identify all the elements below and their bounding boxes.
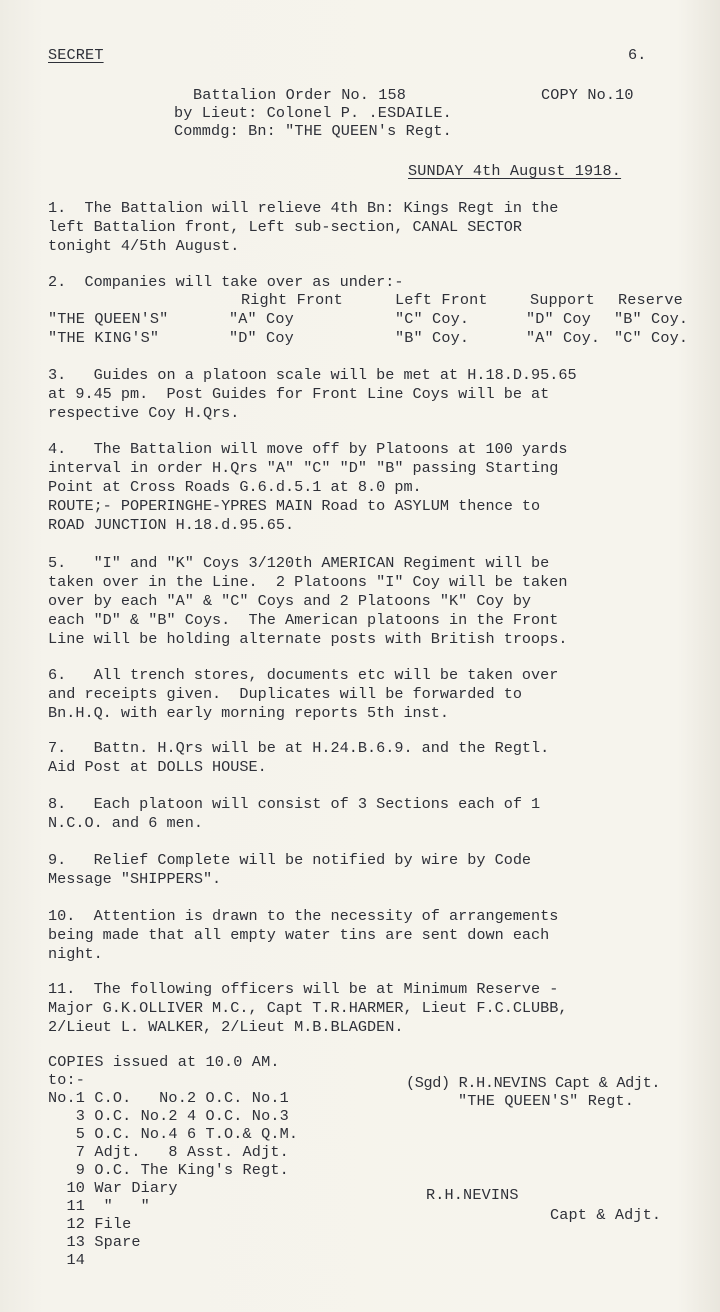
paragraph-line: being made that all empty water tins are sent down each [48,926,550,944]
paragraph-line: 2/Lieut L. WALKER, 2/Lieut M.B.BLAGDEN. [48,1018,404,1036]
distribution-line: 9 O.C. The King's Regt. [48,1161,289,1179]
paragraph-1 [48,199,688,256]
table-cell: "B" Coy. [395,329,470,347]
paragraph-line: respective Coy H.Qrs. [48,404,240,422]
classification-label: SECRET [48,46,104,64]
table-cell: "C" Coy. [395,310,470,328]
table-row-unit: "THE KING'S" [48,329,160,347]
signed-line: (Sgd) R.H.NEVINS Capt & Adjt. [406,1074,661,1092]
paragraph-line: over by each "A" & "C" Coys and 2 Platoons "K" Coy by [48,592,532,610]
paragraph-line: and receipts given. Duplicates will be forwarded to [48,685,522,703]
signatory-name: R.H.NEVINS [426,1186,519,1204]
table-cell: "D" Coy [229,329,294,347]
distribution-line: 12 File [48,1215,132,1233]
paragraph-line: 10. Attention is drawn to the necessity of arrangements [48,907,559,925]
paragraph-line: Message "SHIPPERS". [48,870,222,888]
by-line: by Lieut: Colonel P. .ESDAILE. [174,104,452,122]
column-header-left-front: Left Front [395,291,488,309]
distribution-line: No.1 C.O. No.2 O.C. No.1 [48,1089,289,1107]
paragraph-line: 2. Companies will take over as under:- [48,273,404,291]
paragraph-2 [48,273,688,292]
paragraph-3 [48,366,688,423]
paragraph-6 [48,666,688,723]
order-title: Battalion Order No. 158 [193,86,407,104]
paragraph-line: ROUTE;- POPERINGHE-YPRES MAIN Road to ASYLUM thence to [48,497,541,515]
table-cell: "A" Coy. [526,329,601,347]
page-number: 6. [628,46,647,64]
copy-number: COPY No.10 [541,86,634,104]
paragraph-line: night. [48,945,103,963]
paragraph-line: 6. All trench stores, documents etc will be taken over [48,666,559,684]
paragraph-line: Line will be holding alternate posts with British troops. [48,630,568,648]
paragraph-line: interval in order H.Qrs "A" "C" "D" "B" passing Starting [48,459,559,477]
paragraph-8 [48,795,688,833]
paragraph-line: at 9.45 pm. Post Guides for Front Line Coys will be at [48,385,550,403]
distribution-line: 11 " " [48,1197,150,1215]
column-header-support: Support [530,291,595,309]
column-header-right-front: Right Front [241,291,343,309]
paragraph-line: N.C.O. and 6 men. [48,814,203,832]
distribution-line: 7 Adjt. 8 Asst. Adjt. [48,1143,289,1161]
paragraph-5 [48,554,688,649]
paragraph-line: 1. The Battalion will relieve 4th Bn: Kings Regt in the [48,199,559,217]
table-cell: "D" Coy [526,310,591,328]
table-row-unit: "THE QUEEN'S" [48,310,169,328]
paragraph-10 [48,907,688,964]
paragraph-line: left Battalion front, Left sub-section, CANAL SECTOR [48,218,522,236]
paragraph-line: 9. Relief Complete will be notified by wire by Code [48,851,532,869]
paragraph-line: 7. Battn. H.Qrs will be at H.24.B.6.9. and the Regtl. [48,739,550,757]
table-cell: "A" Coy [229,310,294,328]
paragraph-9 [48,851,688,889]
paragraph-line: taken over in the Line. 2 Platoons "I" Coy will be taken [48,573,568,591]
paragraph-line: 8. Each platoon will consist of 3 Sections each of 1 [48,795,541,813]
distribution-line: 14 [48,1251,86,1269]
paragraph-line: tonight 4/5th August. [48,237,240,255]
paragraph-line: 5. "I" and "K" Coys 3/120th AMERICAN Regiment will be [48,554,550,572]
command-line: Commdg: Bn: "THE QUEEN's Regt. [174,122,452,140]
order-date: SUNDAY 4th August 1918. [408,162,622,180]
regiment-line: "THE QUEEN'S" Regt. [458,1092,635,1110]
paragraph-line: ROAD JUNCTION H.18.d.95.65. [48,516,295,534]
distribution-line: 5 O.C. No.4 6 T.O.& Q.M. [48,1125,299,1143]
paragraph-line: Point at Cross Roads G.6.d.5.1 at 8.0 pm. [48,478,422,496]
paragraph-11 [48,980,688,1037]
paragraph-line: 3. Guides on a platoon scale will be met at H.18.D.95.65 [48,366,577,384]
distribution-to: to:- [48,1071,86,1089]
signatory-rank: Capt & Adjt. [550,1206,662,1224]
paragraph-4 [48,440,688,535]
paragraph-line: 4. The Battalion will move off by Platoons at 100 yards [48,440,568,458]
paragraph-line: Bn.H.Q. with early morning reports 5th inst. [48,704,450,722]
paragraph-line: Major G.K.OLLIVER M.C., Capt T.R.HARMER, Lieut F.C.CLUBB, [48,999,568,1017]
distribution-line: 3 O.C. No.2 4 O.C. No.3 [48,1107,289,1125]
paragraph-7 [48,739,688,777]
table-cell: "C" Coy. [614,329,689,347]
column-header-reserve: Reserve [618,291,683,309]
distribution-line: 13 Spare [48,1233,141,1251]
paragraph-line: each "D" & "B" Coys. The American platoons in the Front [48,611,559,629]
copies-issued: COPIES issued at 10.0 AM. [48,1053,280,1071]
distribution-line: 10 War Diary [48,1179,178,1197]
table-cell: "B" Coy. [614,310,689,328]
paragraph-line: Aid Post at DOLLS HOUSE. [48,758,267,776]
paragraph-line: 11. The following officers will be at Minimum Reserve - [48,980,559,998]
